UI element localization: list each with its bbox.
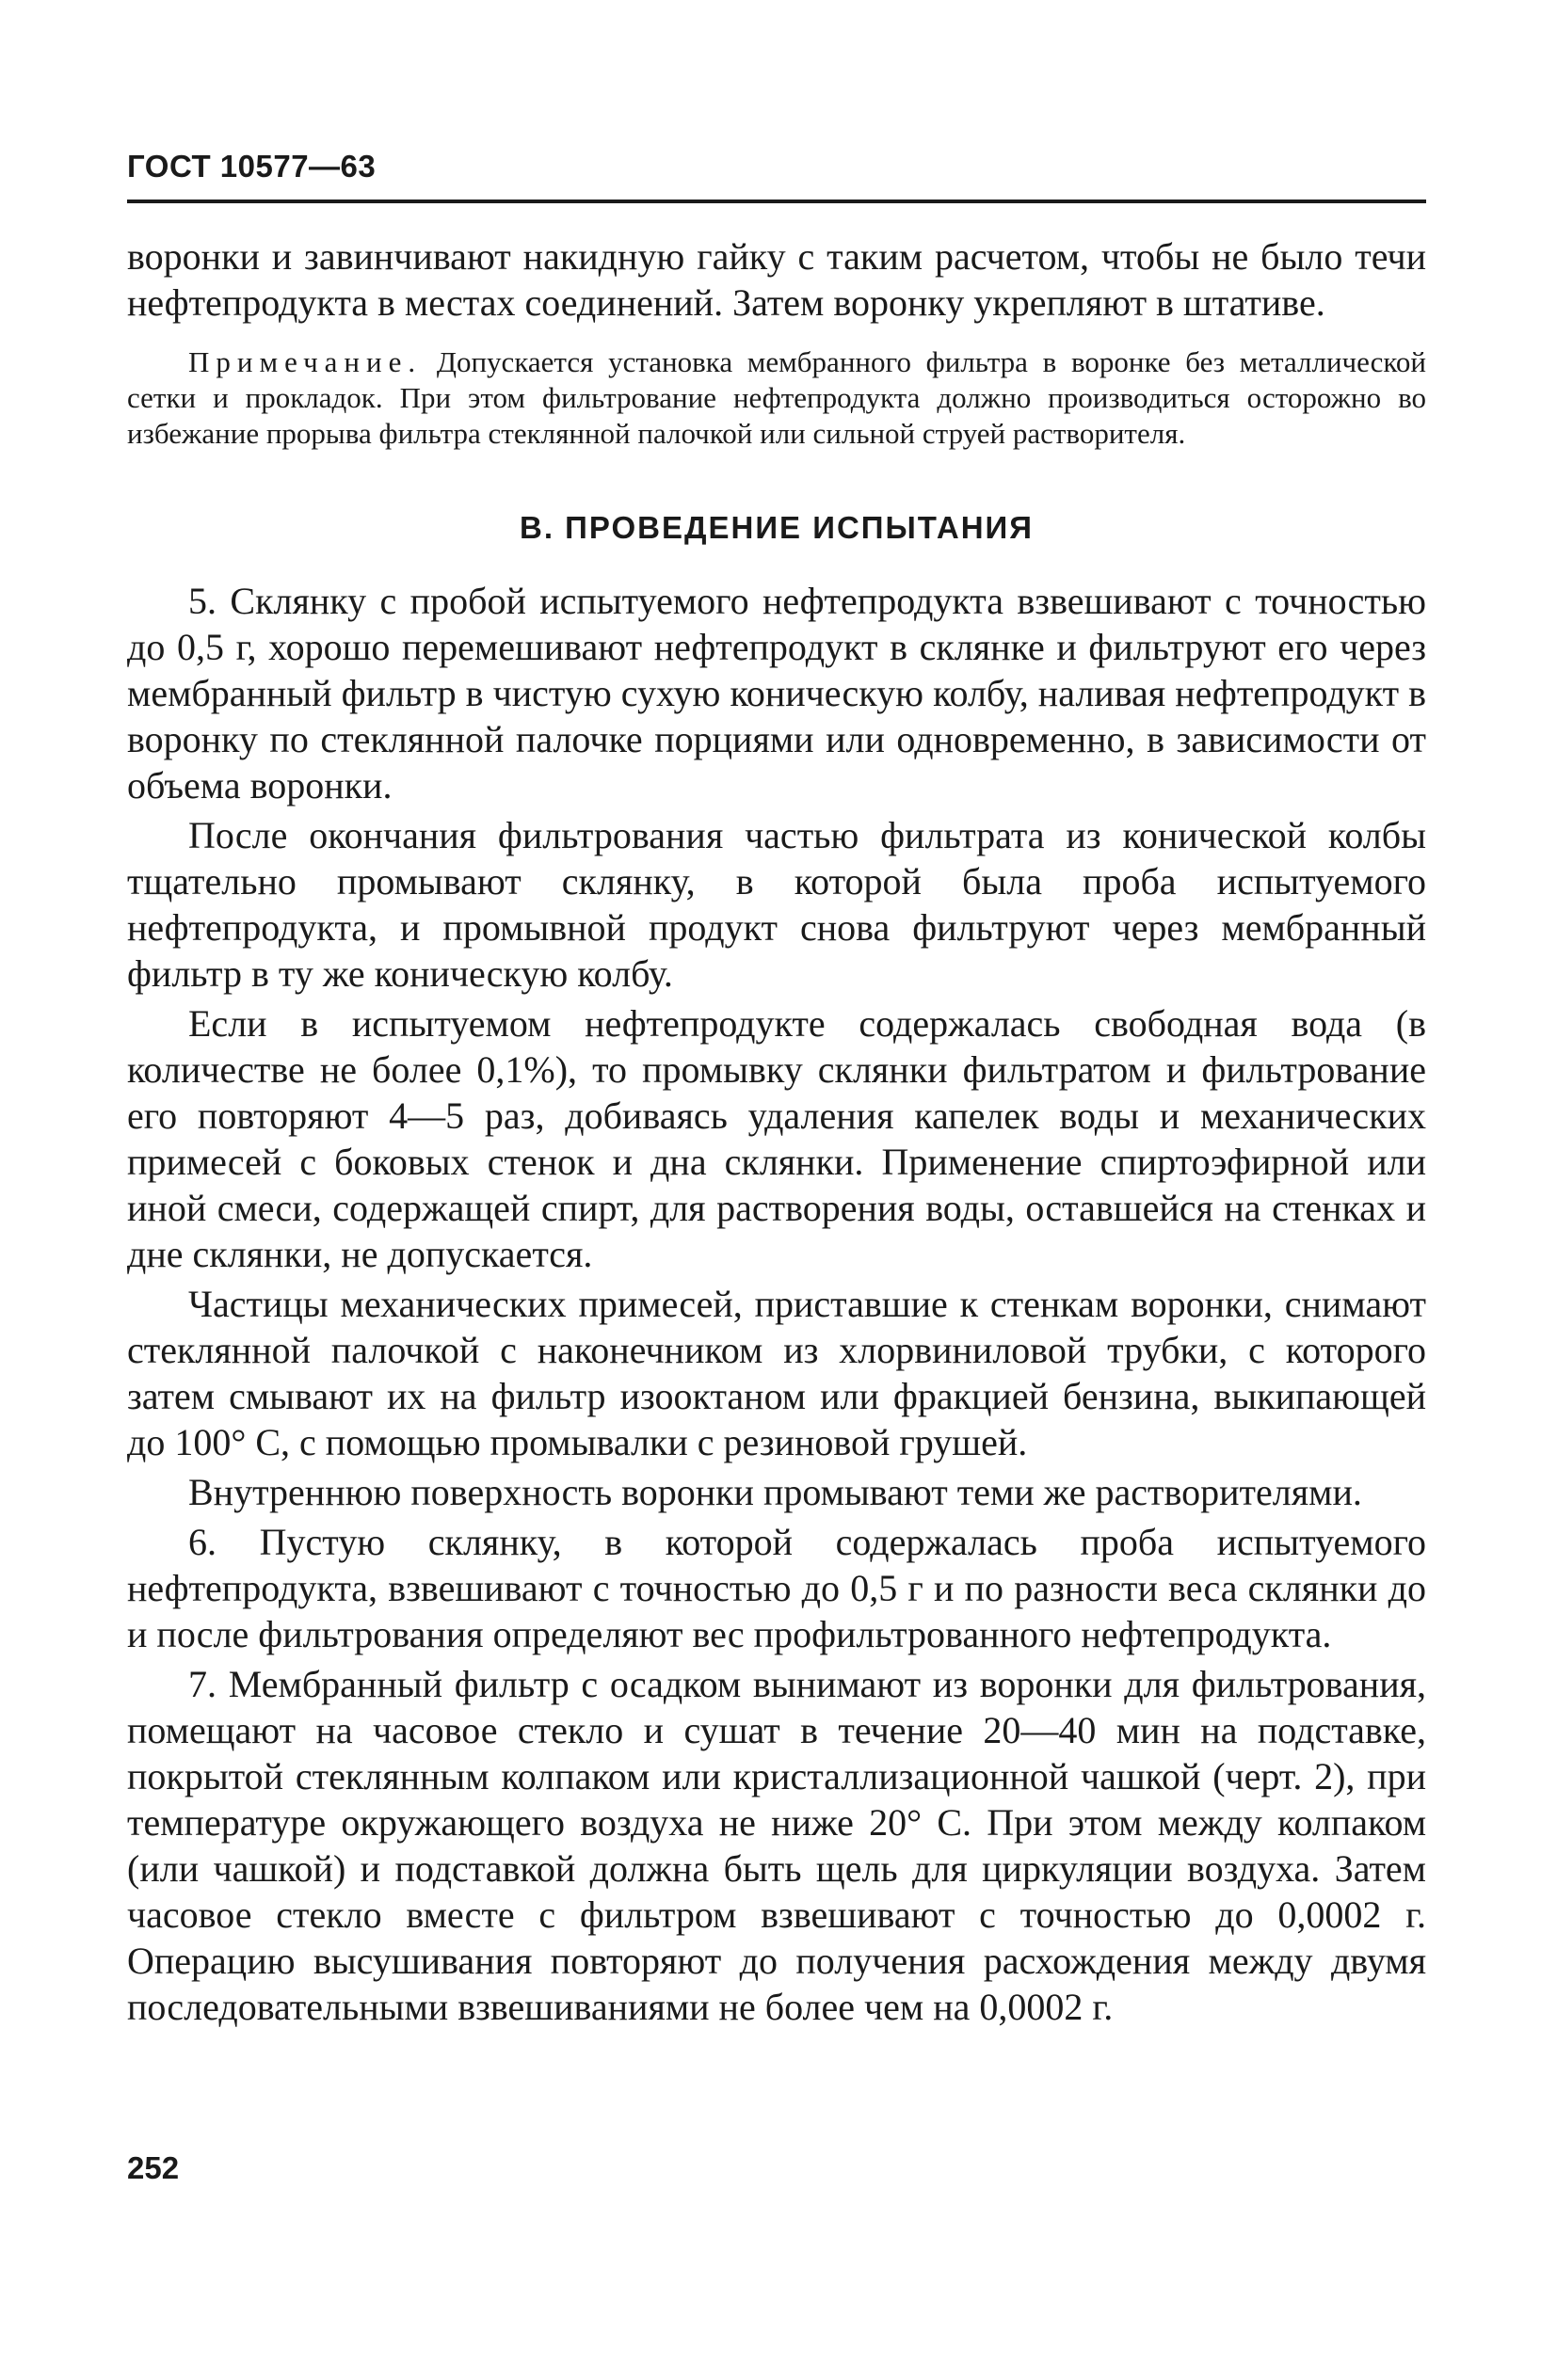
page-header: ГОСТ 10577—63 xyxy=(127,149,377,184)
paragraph-5-water: Если в испытуемом нефтепродукте содержалась свободная вода (в количестве не более 0,1%), то промывку склянки фильтратом и фильтрование его повторяют 4—5 раз, добиваясь удаления капелек воды и механических примесей с боковых стенок и дна склянки. Применение спиртоэфирной или иной смеси, содержащей спирт, для растворения воды, оставшейся на стенках и дне склянки, не допускается. xyxy=(127,1002,1426,1275)
note-text: Допускается установка мембранного фильтра в воронке без металлической сетки и прокладок. При этом фильтрование нефтепродукта должно производиться осторожно во избежание прорыва фильтра стеклянной палочкой или сильной струей растворителя. xyxy=(127,345,1426,450)
note-paragraph xyxy=(127,344,1426,452)
paragraph-5-particles: Частицы механических примесей, приставшие к стенкам воронки, снимают стеклянной палочкой с наконечником из хлорвиниловой трубки, с которого затем смывают их на фильтр изооктаном или фракцией бензина, выкипающей до 100° С, с помощью промывалки с резиновой грушей. xyxy=(127,1283,1426,1463)
document-body xyxy=(127,233,1426,2030)
paragraph-6: 6. Пустую склянку, в которой содержалась проба испытуемого нефтепродукта, взвешивают с точностью до 0,5 г и по разности веса склянки до и после фильтрования определяют вес профильтрованного нефтепродукта. xyxy=(127,1521,1426,1655)
paragraph-7: 7. Мембранный фильтр с осадком вынимают из воронки для фильтрования, помещают на часовое стекло и сушат в течение 20—40 мин на подставке, покрытой стеклянным колпаком или кристаллизационной чашкой (черт. 2), при температуре окружающего воздуха не ниже 20° С. При этом между колпаком (или чашкой) и подставкой должна быть щель для циркуляции воздуха. Затем часовое стекло вместе с фильтром взвешивают с точностью до 0,0002 г. Операцию высушивания повторяют до получения расхождения между двумя последовательными взвешиваниями не более чем на 0,0002 г. xyxy=(127,1663,1426,2028)
continuation-paragraph: воронки и завинчивают накидную гайку с таким расчетом, чтобы не было течи нефтепродукта в местах соединений. Затем воронку укрепляют в штативе. xyxy=(127,235,1426,324)
section-title: В. ПРОВЕДЕНИЕ ИСПЫТАНИЯ xyxy=(520,510,1034,545)
paragraph-5: 5. Склянку с пробой испытуемого нефтепродукта взвешивают с точностью до 0,5 г, хорошо перемешивают нефтепродукт в склянке и фильтруют его через мембранный фильтр в чистую сухую коническую колбу, наливая нефтепродукт в воронку по стеклянной палочке порциями или одновременно, в зависимости от объема воронки. xyxy=(127,580,1426,807)
note-label: Примечание. xyxy=(188,345,423,378)
header-rule xyxy=(127,200,1426,203)
paragraph-5-rinse: После окончания фильтрования частью фильтрата из конической колбы тщательно промывают склянку, в которой была проба испытуемого нефтепродукта, и промывной продукт снова фильтруют через мембранный фильтр в ту же коническую колбу. xyxy=(127,814,1426,995)
page-number: 252 xyxy=(127,2150,180,2185)
paragraph-5-funnel: Внутреннюю поверхность воронки промывают теми же растворителями. xyxy=(188,1471,1362,1513)
